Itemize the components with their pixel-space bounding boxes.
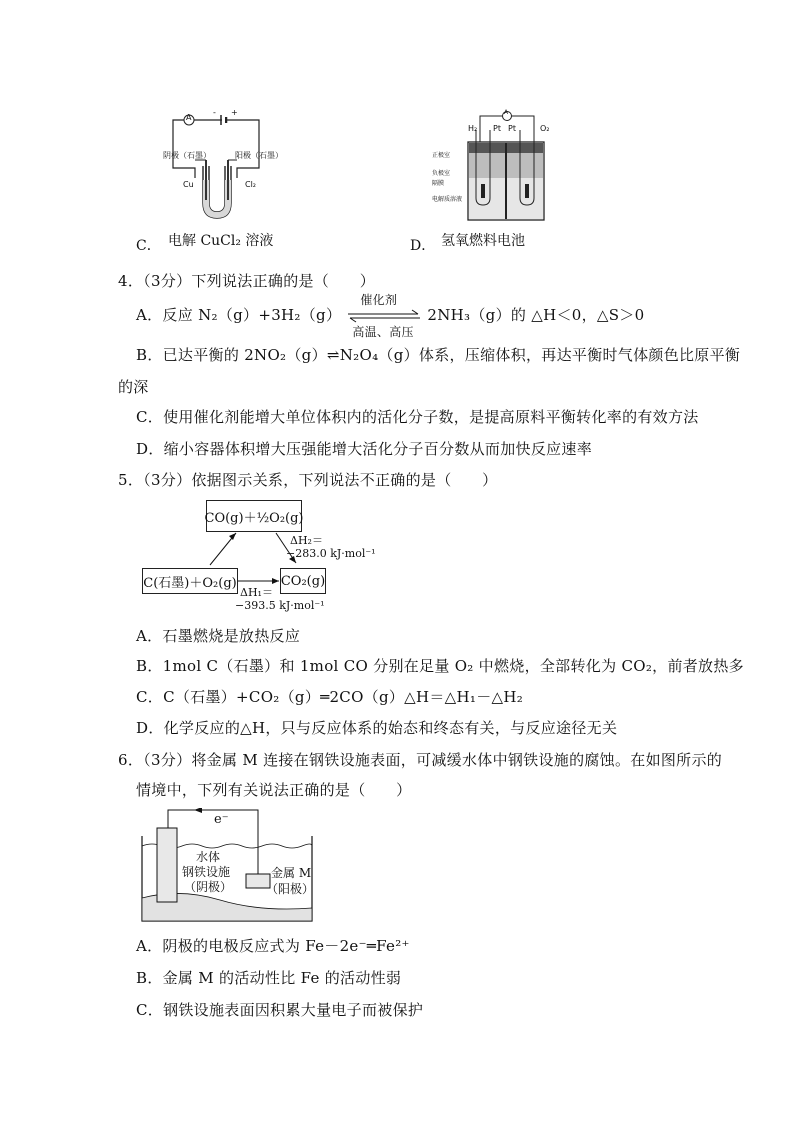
reaction-arrow	[346, 293, 422, 339]
chamber-label-1: 正极室	[432, 152, 451, 159]
q4-option-b-line2: 的深	[118, 378, 149, 396]
anode-label: 阳极（石墨）	[235, 151, 283, 160]
meter-label: A	[504, 109, 509, 116]
q5-enthalpy-diagram	[138, 495, 388, 615]
q6-option-c[interactable]: C．钢铁设施表面因积累大量电子而被保护	[136, 1001, 424, 1019]
dh1-label: ΔH₁＝	[240, 586, 273, 599]
meter-label: A	[186, 113, 192, 122]
cl2-label: Cl₂	[245, 180, 257, 189]
electrolysis-diagram	[165, 108, 275, 223]
q6-corrosion-diagram	[140, 808, 315, 923]
q5-stem: 5．（3分）依据图示关系，下列说法不正确的是（ ）	[118, 471, 498, 489]
q5-option-d[interactable]: D．化学反应的△H，只与反应体系的始态和终态有关，与反应途径无关	[136, 719, 618, 737]
chamber-label-2: 负极室	[432, 170, 451, 177]
figure-d-caption: 氢氧燃料电池	[441, 233, 525, 249]
q4-a-left: A．反应 N₂（g）+3H₂（g）	[136, 306, 342, 324]
q4-a-right: 2NH₃（g）的 △H＜0，△S＞0	[427, 306, 645, 324]
metal-role-label: （阳极）	[266, 882, 315, 896]
catalyst-label: 催化剂	[360, 293, 398, 307]
pt2-label: Pt	[508, 124, 516, 133]
minus-sign: -	[213, 108, 216, 117]
q6-stem-line2: 情境中，下列有关说法正确的是（ ）	[136, 781, 412, 799]
plus-sign: +	[231, 108, 238, 117]
water-label: 水体	[196, 850, 221, 864]
cu-label: Cu	[183, 180, 194, 189]
q4-option-b-line1[interactable]: B．已达平衡的 2NO₂（g）⇌N₂O₄（g）体系，压缩体积，再达平衡时气体颜色比原平衡	[136, 346, 741, 364]
dh2-value: −283.0 kJ·mol⁻¹	[286, 547, 376, 560]
top-box: CO(g)＋½O₂(g)	[206, 500, 302, 532]
h2-label: H₂	[468, 124, 478, 133]
metal-label: 金属 M	[271, 866, 312, 880]
figure-d-label: D．	[410, 238, 436, 254]
figure-d-fuel-cell	[432, 109, 560, 225]
q4-option-d[interactable]: D．缩小容器体积增大压强能增大活化分子百分数从而加快反应速率	[136, 440, 593, 458]
q6-stem-line1: 6．（3分）将金属 M 连接在钢铁设施表面，可减缓水体中钢铁设施的腐蚀。在如图所示的	[118, 751, 723, 769]
pt1-label: Pt	[493, 124, 501, 133]
figure-c-caption: 电解 CuCl₂ 溶液	[168, 233, 274, 249]
figure-c-label: C．	[136, 238, 161, 254]
left-box: C(石墨)＋O₂(g)	[142, 568, 238, 594]
q5-option-a[interactable]: A．石墨燃烧是放热反应	[136, 627, 301, 645]
figure-c-electrolysis	[163, 108, 283, 223]
electron-label: e⁻	[214, 812, 229, 827]
cathode-label: 阴极（石墨）	[163, 151, 211, 160]
q4-option-c[interactable]: C．使用催化剂能增大单位体积内的活化分子数，是提高原料平衡转化率的有效方法	[136, 408, 699, 426]
dh2-label: ΔH₂＝	[290, 534, 323, 547]
q5-option-c[interactable]: C．C（石墨）+CO₂（g）═2CO（g）△H＝△H₁－△H₂	[136, 688, 524, 706]
right-box: CO₂(g)	[280, 568, 326, 594]
membrane-label: 隔膜	[432, 180, 445, 187]
dh1-value: −393.5 kJ·mol⁻¹	[235, 599, 325, 612]
conditions-label: 高温、高压	[352, 325, 414, 339]
steel-label: 钢铁设施	[182, 865, 231, 879]
electrolyte-label: 电解质溶液	[432, 196, 463, 203]
q4-option-a[interactable]	[136, 293, 645, 339]
q4-stem: 4．（3分）下列说法正确的是（ ）	[118, 272, 375, 290]
q6-option-a[interactable]: A．阴极的电极反应式为 Fe－2e⁻═Fe²⁺	[136, 937, 410, 955]
steel-role-label: （阴极）	[184, 880, 233, 894]
o2-label: O₂	[540, 124, 550, 133]
q6-option-b[interactable]: B．金属 M 的活动性比 Fe 的活动性弱	[136, 969, 402, 987]
q5-option-b[interactable]: B．1mol C（石墨）和 1mol CO 分别在足量 O₂ 中燃烧，全部转化为 CO₂，前者放热多	[136, 657, 744, 675]
